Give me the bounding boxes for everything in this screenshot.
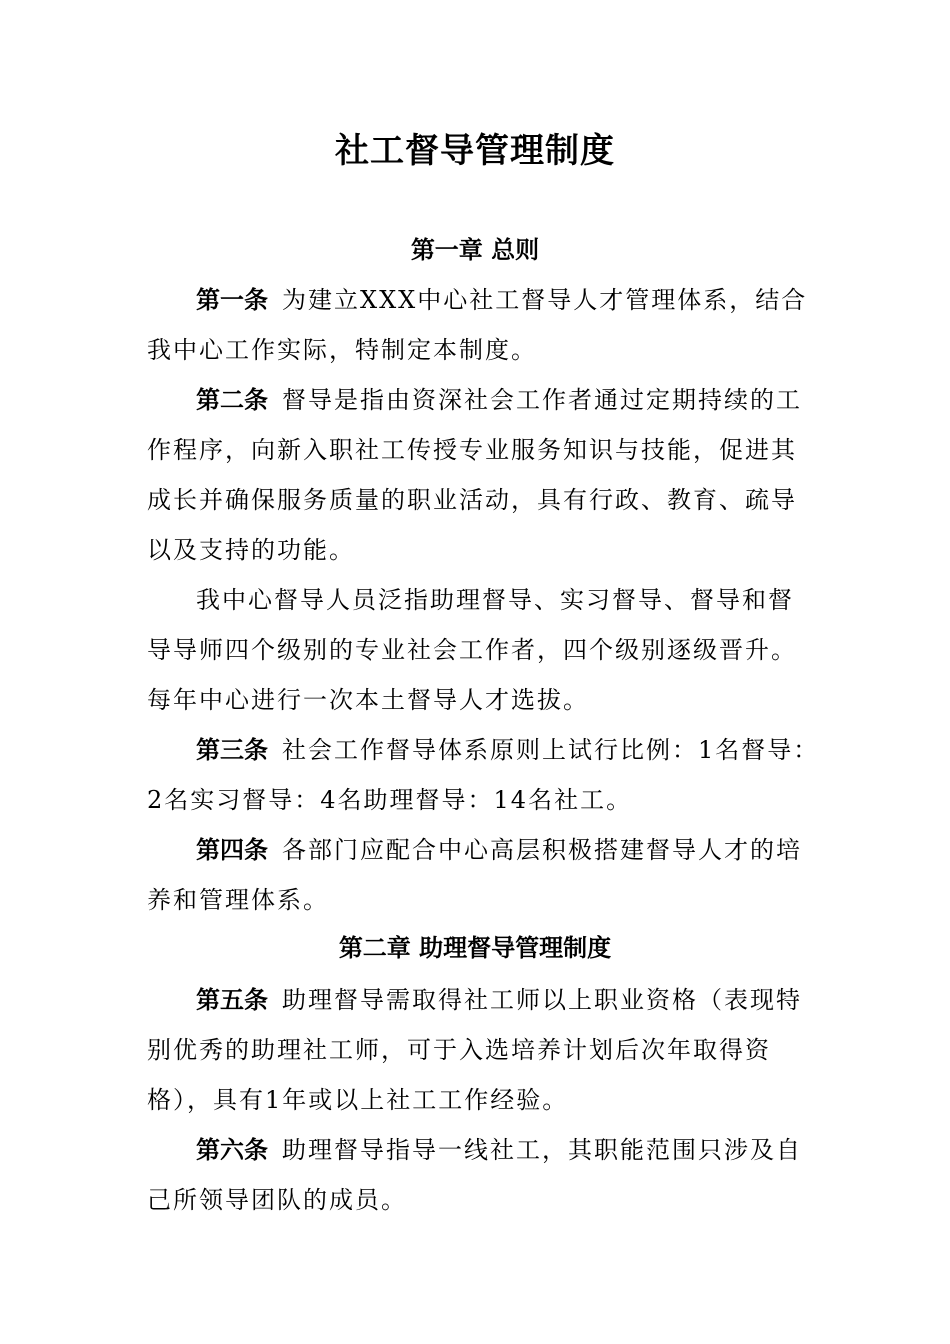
article-line: 格），具有1年或以上社工工作经验。 [147, 1086, 569, 1114]
article-text: 社会工作督导体系原则上试行比例：1名督导： [282, 736, 820, 764]
article-line: 己所领导团队的成员。 [147, 1186, 407, 1214]
article-line: 成长并确保服务质量的职业活动，具有行政、教育、疏导 [147, 486, 797, 514]
chapter-heading: 第二章 助理督导管理制度 [338, 933, 612, 962]
article-line [196, 1132, 802, 1168]
article-line: 作程序，向新入职社工传授专业服务知识与技能，促进其 [147, 436, 797, 464]
article-label: 第六条 [196, 1135, 268, 1164]
article-line: 2名实习督导：4名助理督导：14名社工。 [147, 786, 633, 814]
article-label: 第四条 [196, 835, 268, 864]
article-line [196, 382, 802, 418]
article-line [196, 982, 802, 1018]
paragraph-line: 我中心督导人员泛指助理督导、实习督导、督导和督 [196, 586, 794, 614]
article-label: 第二条 [196, 385, 268, 414]
paragraph-line: 每年中心进行一次本土督导人才选拔。 [147, 686, 589, 714]
article-label: 第一条 [196, 285, 268, 314]
article-text: 助理督导指导一线社工，其职能范围只涉及自 [282, 1136, 802, 1164]
article-label: 第五条 [196, 985, 268, 1014]
article-text: 各部门应配合中心高层积极搭建督导人才的培 [282, 836, 802, 864]
chapter-heading: 第一章 总则 [410, 235, 540, 264]
article-line: 养和管理体系。 [147, 886, 329, 914]
article-line [196, 832, 802, 868]
article-line [196, 732, 819, 768]
article-line: 我中心工作实际，特制定本制度。 [147, 336, 537, 364]
article-text: 助理督导需取得社工师以上职业资格（表现特 [282, 986, 802, 1014]
document-title: 社工督导管理制度 [335, 131, 615, 171]
article-line: 别优秀的助理社工师，可于入选培养计划后次年取得资 [147, 1036, 771, 1064]
article-label: 第三条 [196, 735, 268, 764]
article-text: 为建立XXX中心社工督导人才管理体系，结合 [282, 286, 808, 314]
article-text: 督导是指由资深社会工作者通过定期持续的工 [282, 386, 802, 414]
paragraph-line: 导导师四个级别的专业社会工作者，四个级别逐级晋升。 [147, 636, 797, 664]
article-line: 以及支持的功能。 [147, 536, 355, 564]
article-line [196, 282, 807, 318]
